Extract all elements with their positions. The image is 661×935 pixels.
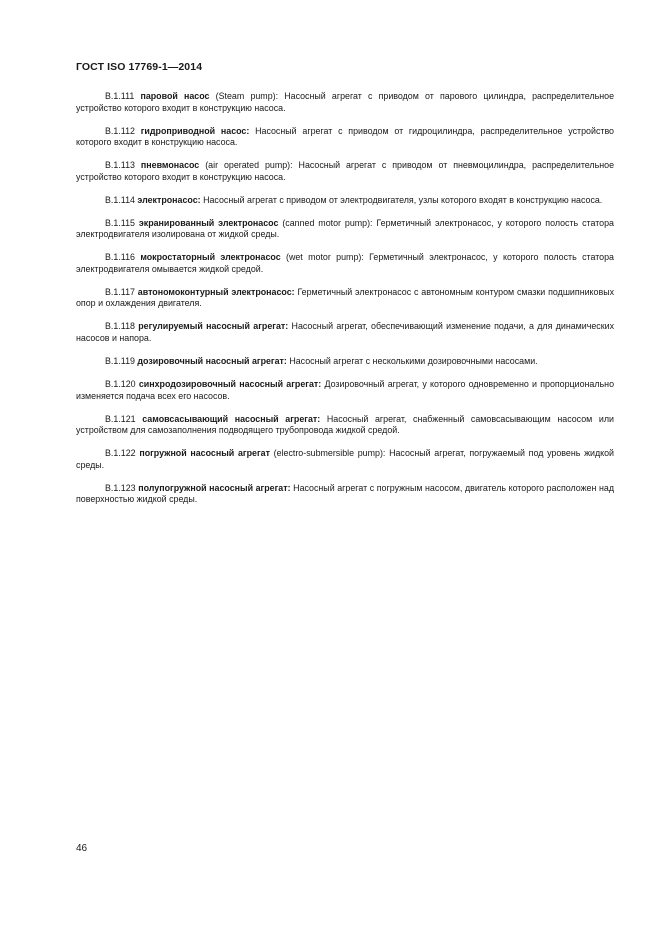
entry-definition: (canned motor pump): Герметичный электронасос, у которого полость статора электродвигателя изолирована от жидкой среды. — [76, 217, 614, 240]
entry-definition: Насосный агрегат с несколькими дозировочными насосами. — [286, 356, 538, 367]
entry-definition: (air operated pump): Насосный агрегат с приводом от пневмоцилиндра, распределительное устройство которого входит в конструкцию насоса. — [76, 160, 615, 182]
entry-number: В.1.116 — [105, 252, 135, 263]
entry-term: пневмонасос — [140, 160, 200, 171]
definition-entry — [76, 483, 614, 506]
definition-entry — [76, 379, 614, 402]
definition-entry — [76, 356, 614, 368]
page-number: 46 — [76, 843, 88, 854]
entry-term: самовсасывающий насосный агрегат: — [142, 413, 321, 424]
entry-term: мокростаторный электронасос — [140, 252, 281, 263]
entry-number: В.1.120 — [105, 379, 136, 390]
definitions-list — [76, 91, 614, 517]
definition-entry — [76, 448, 614, 471]
entry-definition: Герметичный электронасос с автономным контуром смазки подшипниковых опор и охлаждения двигателя. — [76, 286, 615, 309]
entry-number: В.1.122 — [105, 448, 136, 459]
entry-number: В.1.118 — [105, 321, 135, 332]
definition-entry — [76, 414, 614, 437]
entry-term: дозировочный насосный агрегат: — [137, 356, 287, 367]
entry-term: полупогружной насосный агрегат: — [138, 482, 291, 493]
entry-definition: (wet motor pump): Герметичный электронасос, у которого полость статора электродвигателя омывается жидкой средой. — [76, 252, 614, 274]
entry-term: автономоконтурный электронасос: — [137, 286, 295, 297]
entry-definition: Насосный агрегат, снабженный самовсасывающим насосом или устройством для самозаполнения подводящего трубопровода жидкой средой. — [76, 413, 614, 436]
definition-entry — [76, 91, 614, 114]
entry-number: В.1.114 — [105, 194, 135, 205]
entry-term: гидроприводной насос: — [140, 125, 250, 136]
entry-definition: Насосный агрегат с приводом от электродвигателя, узлы которого входят в конструкцию насоса. — [200, 194, 603, 205]
entry-definition: Насосный агрегат с приводом от гидроцилиндра, распределительное устройство которого входит в конструкцию насоса. — [76, 125, 614, 148]
definition-entry — [76, 160, 614, 183]
entry-number: В.1.117 — [105, 286, 135, 297]
definition-entry — [76, 126, 614, 149]
entry-definition: (Steam pump): Насосный агрегат с приводом от парового цилиндра, распределительное устройство которого входит в конструкцию насоса. — [76, 91, 615, 113]
entry-number: В.1.115 — [105, 217, 135, 228]
page-header: ГОСТ ISO 17769-1—2014 — [76, 61, 203, 73]
entry-definition: Насосный агрегат с погружным насосом, двигатель которого расположен над поверхностью жидкой среды. — [76, 482, 614, 505]
definition-entry — [76, 321, 614, 344]
definition-entry — [76, 195, 614, 207]
entry-term: погружной насосный агрегат — [139, 448, 270, 459]
entry-definition: (electro-submersible pump): Насосный агрегат, погружаемый под уровень жидкой среды. — [76, 448, 615, 470]
entry-definition: Дозировочный агрегат, у которого одновременно и пропорционально изменяется подача всех его насосов. — [76, 379, 615, 401]
entry-term: электронасос: — [137, 194, 201, 205]
entry-number: В.1.113 — [105, 160, 135, 171]
entry-number: В.1.119 — [105, 356, 135, 367]
definition-entry — [76, 218, 614, 241]
entry-number: В.1.123 — [105, 482, 136, 493]
entry-definition: Насосный агрегат, обеспечивающий изменение подачи, а для динамических насосов и напора. — [76, 321, 615, 344]
definition-entry — [76, 287, 614, 310]
entry-term: синхродозировочный насосный агрегат: — [138, 379, 322, 390]
definition-entry — [76, 252, 614, 275]
entry-number: В.1.121 — [105, 413, 136, 424]
entry-term: регулируемый насосный агрегат: — [138, 321, 289, 332]
entry-number: В.1.112 — [105, 125, 135, 136]
entry-number: В.1.111 — [105, 91, 135, 101]
entry-term: паровой насос — [140, 91, 210, 101]
entry-term: экранированный электронасос — [138, 217, 279, 228]
